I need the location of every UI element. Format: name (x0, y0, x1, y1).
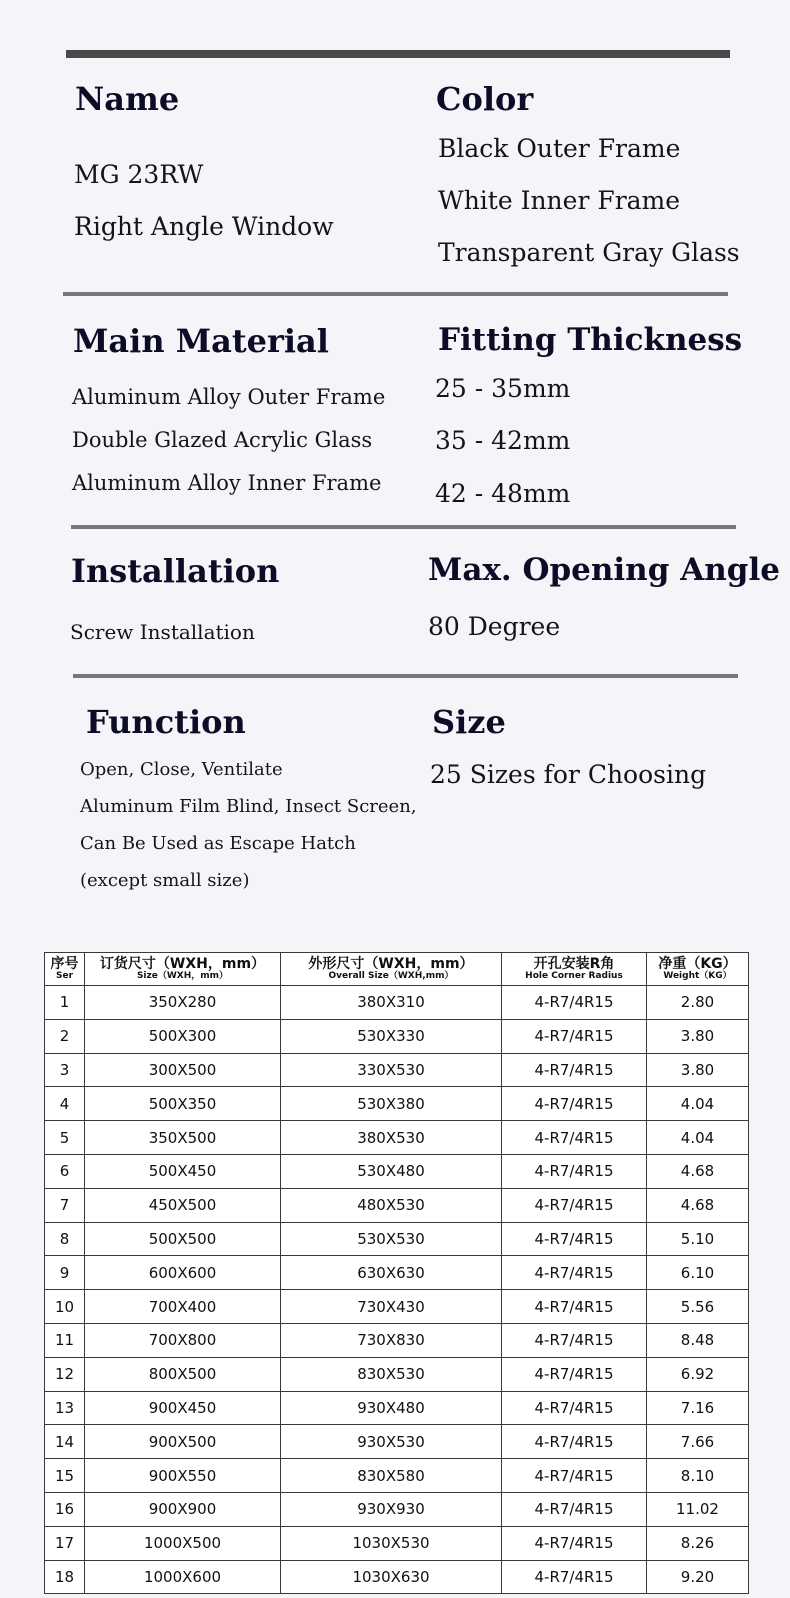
cell-hole-radius: 4-R7/4R15 (502, 1019, 647, 1053)
fitting-thickness-heading: Fitting Thickness (438, 322, 743, 358)
model-number: MG 23RW (74, 160, 204, 189)
cell-size: 500X350 (85, 1087, 281, 1121)
cell-size: 900X550 (85, 1459, 281, 1493)
cell-hole-radius: 4-R7/4R15 (502, 1256, 647, 1290)
color-line-3: Transparent Gray Glass (438, 238, 740, 267)
cell-hole-radius: 4-R7/4R15 (502, 1357, 647, 1391)
table-row (45, 1121, 749, 1155)
table-row (45, 1526, 749, 1560)
thickness-line-2: 35 - 42mm (435, 426, 571, 455)
cell-hole-radius: 4-R7/4R15 (502, 986, 647, 1020)
cell-overall-size: 530X480 (281, 1154, 502, 1188)
cell-overall-size: 530X530 (281, 1222, 502, 1256)
product-name: Right Angle Window (74, 212, 334, 241)
header-weight: 净重（KG） Weight（KG） (647, 953, 749, 986)
cell-size: 500X450 (85, 1154, 281, 1188)
table-row (45, 1019, 749, 1053)
cell-weight: 5.10 (647, 1222, 749, 1256)
cell-weight: 6.92 (647, 1357, 749, 1391)
cell-hole-radius: 4-R7/4R15 (502, 1323, 647, 1357)
cell-hole-radius: 4-R7/4R15 (502, 1188, 647, 1222)
header-hole-corner-radius: 开孔安装R角 Hole Corner Radius (502, 953, 647, 986)
cell-ser: 8 (45, 1222, 85, 1256)
divider-2 (71, 525, 736, 529)
cell-size: 900X500 (85, 1425, 281, 1459)
color-line-1: Black Outer Frame (438, 134, 681, 163)
function-heading: Function (86, 703, 246, 741)
cell-ser: 2 (45, 1019, 85, 1053)
color-heading: Color (436, 80, 534, 118)
cell-overall-size: 480X530 (281, 1188, 502, 1222)
cell-weight: 8.48 (647, 1323, 749, 1357)
cell-size: 300X500 (85, 1053, 281, 1087)
cell-overall-size: 930X530 (281, 1425, 502, 1459)
cell-ser: 13 (45, 1391, 85, 1425)
table-row (45, 986, 749, 1020)
divider-3 (73, 674, 738, 678)
cell-ser: 6 (45, 1154, 85, 1188)
table-row (45, 1492, 749, 1526)
size-spec-table (44, 952, 749, 1594)
cell-overall-size: 930X480 (281, 1391, 502, 1425)
cell-overall-size: 630X630 (281, 1256, 502, 1290)
cell-weight: 6.10 (647, 1256, 749, 1290)
table-row (45, 1560, 749, 1594)
header-size: 订货尺寸（WXH，mm） Size（WXH，mm） (85, 953, 281, 986)
table-row (45, 1256, 749, 1290)
cell-ser: 12 (45, 1357, 85, 1391)
thickness-line-1: 25 - 35mm (435, 374, 571, 403)
header-ser: 序号 Ser (45, 953, 85, 986)
table-row (45, 1357, 749, 1391)
cell-hole-radius: 4-R7/4R15 (502, 1053, 647, 1087)
cell-overall-size: 830X530 (281, 1357, 502, 1391)
cell-size: 450X500 (85, 1188, 281, 1222)
cell-ser: 5 (45, 1121, 85, 1155)
thickness-line-3: 42 - 48mm (435, 479, 571, 508)
main-material-heading: Main Material (73, 322, 329, 360)
cell-weight: 9.20 (647, 1560, 749, 1594)
cell-size: 500X300 (85, 1019, 281, 1053)
installation-heading: Installation (71, 552, 280, 590)
cell-ser: 3 (45, 1053, 85, 1087)
function-line-2: Aluminum Film Blind, Insect Screen, (80, 796, 417, 817)
table-row (45, 1222, 749, 1256)
cell-overall-size: 830X580 (281, 1459, 502, 1493)
table-row (45, 1087, 749, 1121)
cell-weight: 8.26 (647, 1526, 749, 1560)
installation-line-1: Screw Installation (70, 620, 255, 644)
name-heading: Name (75, 80, 180, 118)
cell-size: 900X450 (85, 1391, 281, 1425)
function-line-1: Open, Close, Ventilate (80, 759, 283, 780)
cell-weight: 5.56 (647, 1290, 749, 1324)
cell-ser: 9 (45, 1256, 85, 1290)
cell-overall-size: 930X930 (281, 1492, 502, 1526)
cell-overall-size: 380X530 (281, 1121, 502, 1155)
opening-angle-line-1: 80 Degree (428, 612, 561, 641)
cell-size: 700X400 (85, 1290, 281, 1324)
color-line-2: White Inner Frame (438, 186, 681, 215)
cell-ser: 1 (45, 986, 85, 1020)
cell-ser: 15 (45, 1459, 85, 1493)
opening-angle-heading: Max. Opening Angle (428, 552, 780, 588)
cell-overall-size: 1030X530 (281, 1526, 502, 1560)
cell-hole-radius: 4-R7/4R15 (502, 1492, 647, 1526)
cell-size: 600X600 (85, 1256, 281, 1290)
top-rule (66, 50, 730, 58)
cell-overall-size: 1030X630 (281, 1560, 502, 1594)
cell-ser: 17 (45, 1526, 85, 1560)
cell-ser: 18 (45, 1560, 85, 1594)
cell-weight: 4.68 (647, 1188, 749, 1222)
cell-weight: 4.04 (647, 1121, 749, 1155)
cell-size: 800X500 (85, 1357, 281, 1391)
cell-ser: 11 (45, 1323, 85, 1357)
cell-weight: 7.66 (647, 1425, 749, 1459)
table-row (45, 1425, 749, 1459)
header-overall-size: 外形尺寸（WXH，mm） Overall Size（WXH,mm） (281, 953, 502, 986)
cell-hole-radius: 4-R7/4R15 (502, 1425, 647, 1459)
table-row (45, 1154, 749, 1188)
table-row (45, 1391, 749, 1425)
cell-overall-size: 530X330 (281, 1019, 502, 1053)
size-heading: Size (432, 703, 506, 741)
cell-size: 500X500 (85, 1222, 281, 1256)
function-line-3: Can Be Used as Escape Hatch (80, 833, 356, 854)
cell-hole-radius: 4-R7/4R15 (502, 1087, 647, 1121)
table-row (45, 1323, 749, 1357)
cell-hole-radius: 4-R7/4R15 (502, 1222, 647, 1256)
cell-weight: 11.02 (647, 1492, 749, 1526)
size-line-1: 25 Sizes for Choosing (430, 760, 707, 789)
cell-hole-radius: 4-R7/4R15 (502, 1154, 647, 1188)
table-row (45, 1459, 749, 1493)
cell-weight: 3.80 (647, 1053, 749, 1087)
cell-hole-radius: 4-R7/4R15 (502, 1391, 647, 1425)
table-row (45, 1053, 749, 1087)
cell-weight: 8.10 (647, 1459, 749, 1493)
cell-overall-size: 380X310 (281, 986, 502, 1020)
cell-hole-radius: 4-R7/4R15 (502, 1121, 647, 1155)
material-line-2: Double Glazed Acrylic Glass (72, 428, 373, 452)
material-line-1: Aluminum Alloy Outer Frame (72, 385, 386, 409)
cell-size: 350X280 (85, 986, 281, 1020)
cell-weight: 3.80 (647, 1019, 749, 1053)
material-line-3: Aluminum Alloy Inner Frame (72, 471, 382, 495)
cell-hole-radius: 4-R7/4R15 (502, 1459, 647, 1493)
table-row (45, 1188, 749, 1222)
cell-ser: 4 (45, 1087, 85, 1121)
function-line-4: (except small size) (80, 870, 250, 891)
cell-hole-radius: 4-R7/4R15 (502, 1560, 647, 1594)
cell-overall-size: 730X830 (281, 1323, 502, 1357)
cell-weight: 4.68 (647, 1154, 749, 1188)
cell-ser: 10 (45, 1290, 85, 1324)
cell-size: 1000X600 (85, 1560, 281, 1594)
cell-overall-size: 330X530 (281, 1053, 502, 1087)
cell-ser: 16 (45, 1492, 85, 1526)
cell-size: 1000X500 (85, 1526, 281, 1560)
cell-weight: 7.16 (647, 1391, 749, 1425)
table-header-row (45, 953, 749, 986)
cell-hole-radius: 4-R7/4R15 (502, 1290, 647, 1324)
cell-size: 700X800 (85, 1323, 281, 1357)
cell-ser: 14 (45, 1425, 85, 1459)
divider-1 (63, 292, 728, 296)
cell-size: 350X500 (85, 1121, 281, 1155)
cell-weight: 4.04 (647, 1087, 749, 1121)
cell-overall-size: 530X380 (281, 1087, 502, 1121)
cell-size: 900X900 (85, 1492, 281, 1526)
cell-overall-size: 730X430 (281, 1290, 502, 1324)
table-row (45, 1290, 749, 1324)
cell-hole-radius: 4-R7/4R15 (502, 1526, 647, 1560)
cell-ser: 7 (45, 1188, 85, 1222)
cell-weight: 2.80 (647, 986, 749, 1020)
